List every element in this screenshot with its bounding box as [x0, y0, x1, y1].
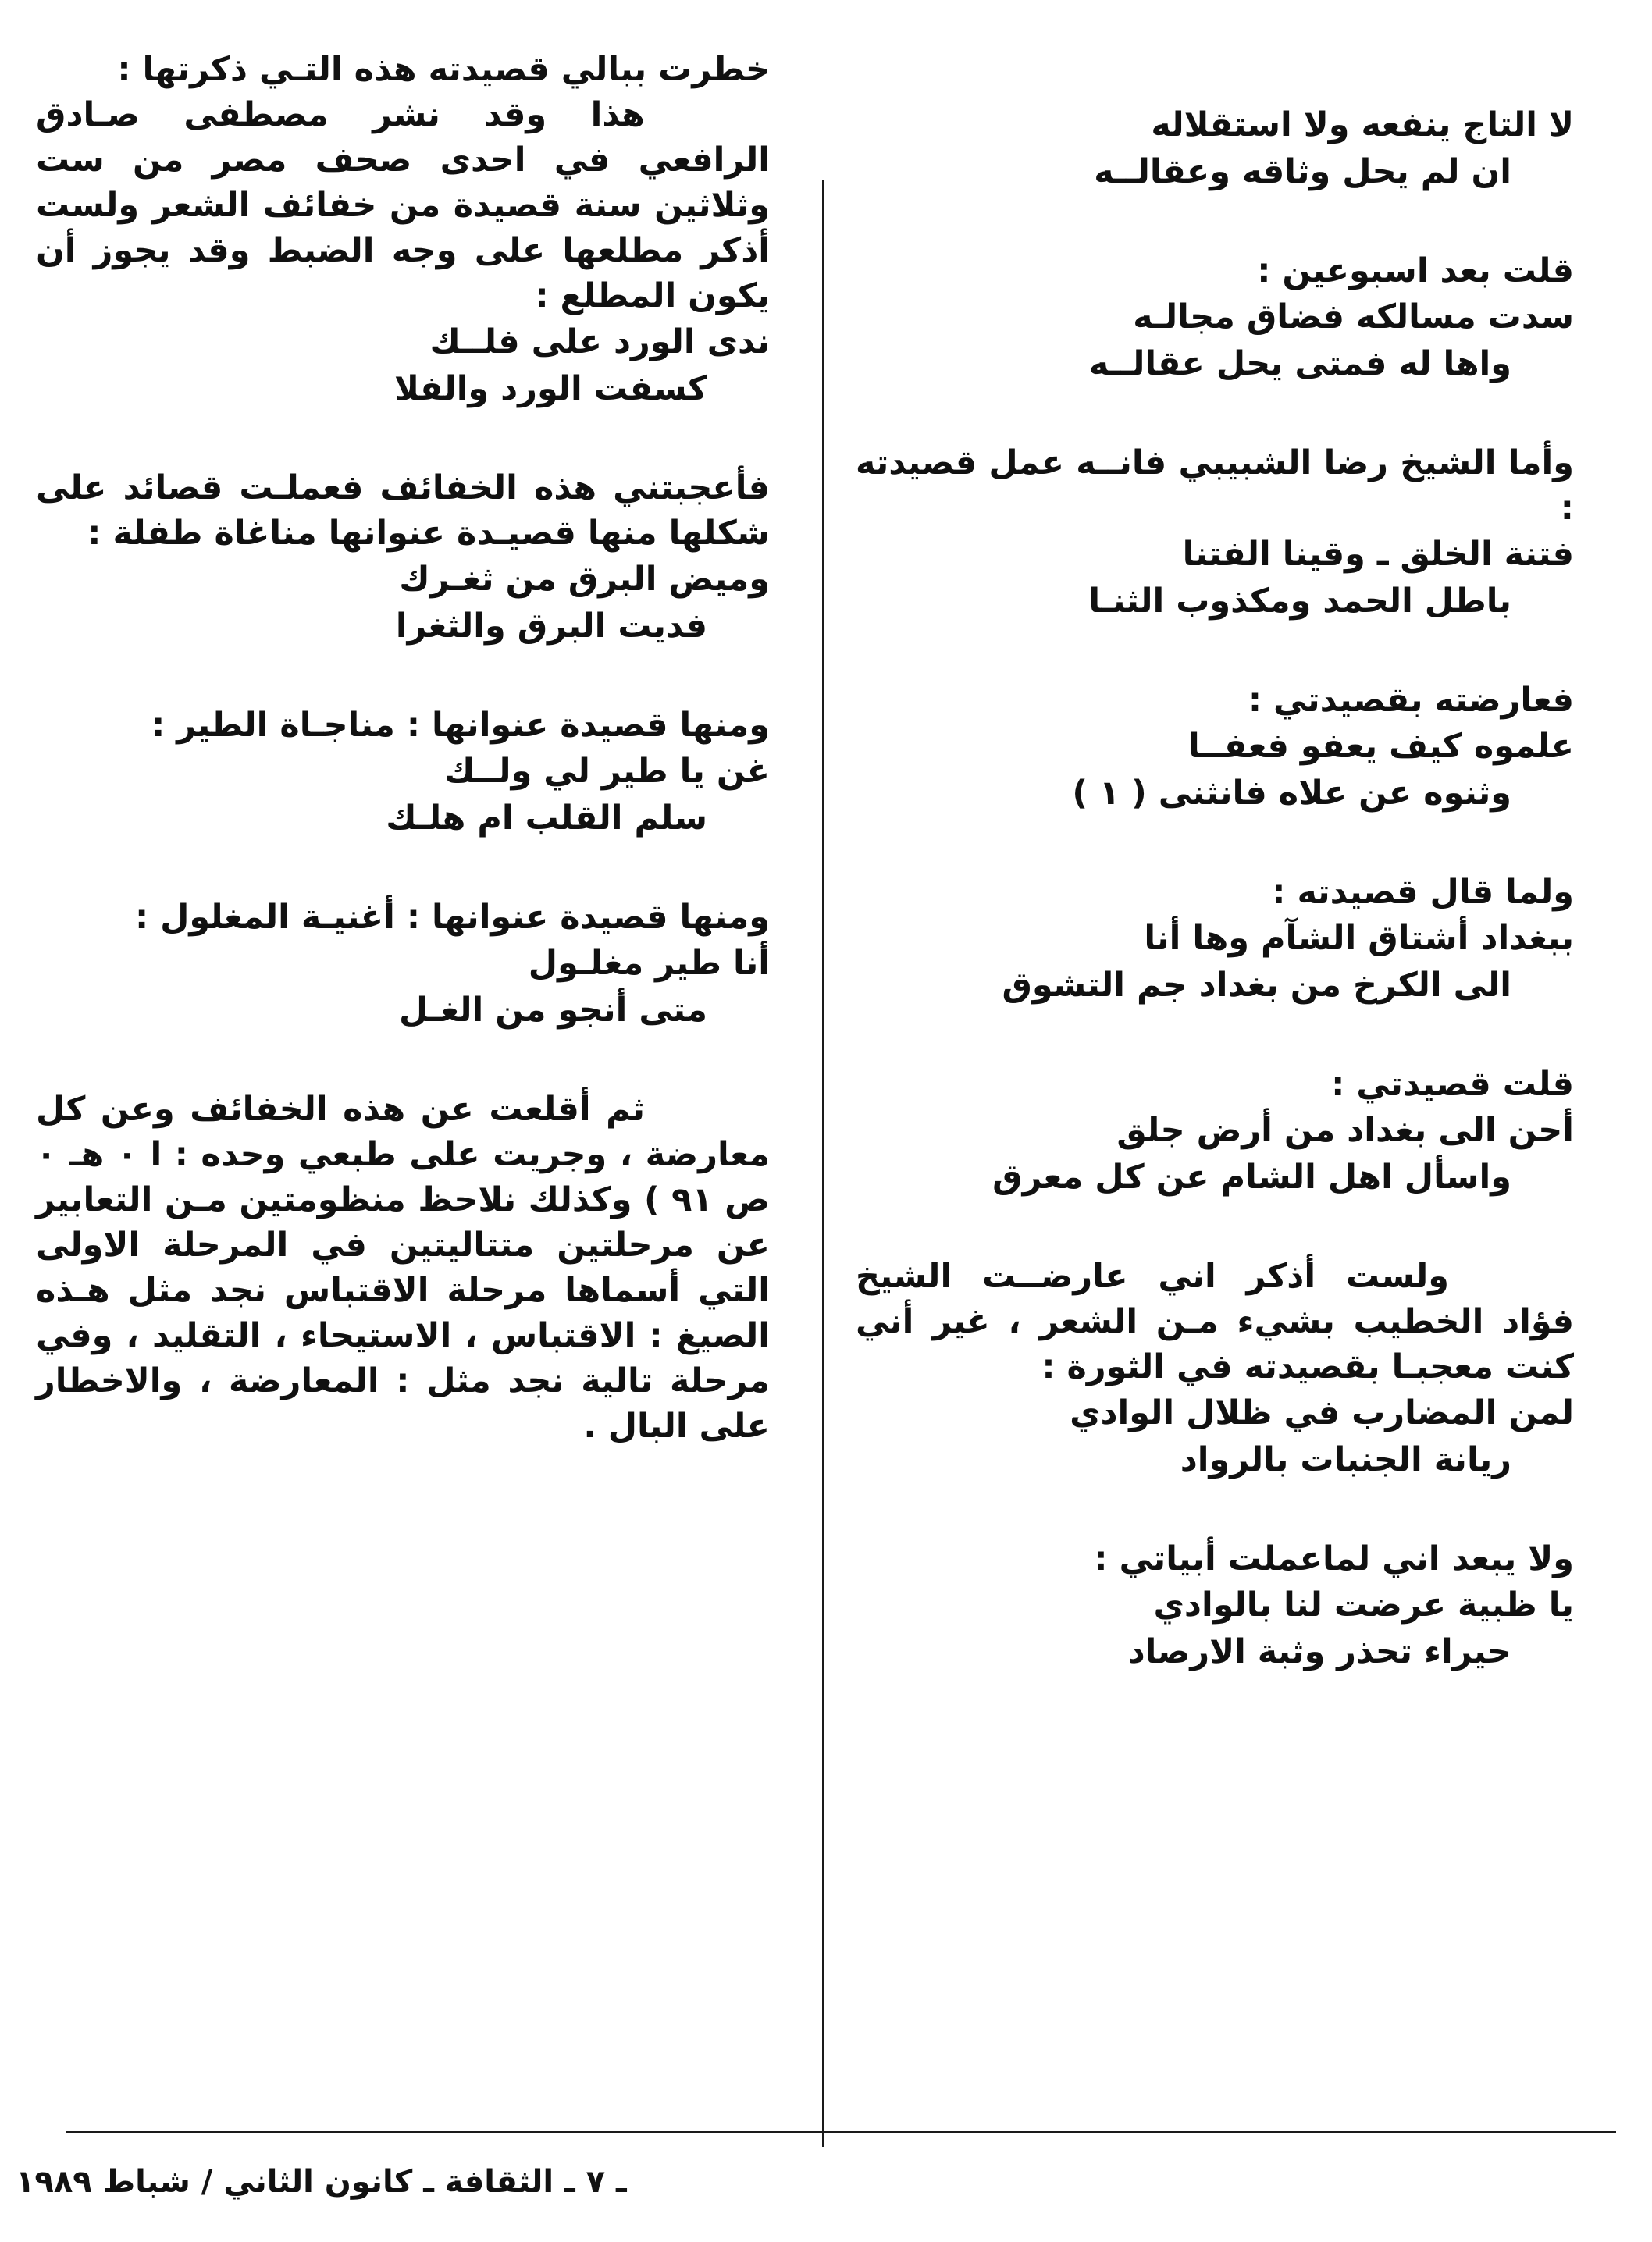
prose-paragraph: خطرت ببالي قصيدته هذه التـي ذكرتها :	[117, 50, 770, 89]
prose-paragraph: قلت بعد اسبوعين :	[1257, 251, 1574, 290]
prose-paragraph: ومنها قصيدة عنوانها : أغنيـة المغلول :	[134, 898, 770, 937]
verse-block	[856, 1107, 1574, 1201]
verse-line: كسفت الورد والفلا	[393, 369, 707, 408]
verse-line: سلم القلب ام هلـك	[386, 799, 707, 838]
verse-line: لمن المضارب في ظلال الوادي	[1070, 1393, 1574, 1432]
verse-line: باطل الحمد ومكذوب الثنـا	[1088, 582, 1511, 621]
verse-line: لا التاج ينفعه ولا استقلاله	[1151, 105, 1574, 144]
verse-line: غن يا طير لي ولــك	[443, 752, 770, 791]
verse-block	[856, 294, 1574, 387]
prose-paragraph: ولا يبعد اني لماعملت أبياتي :	[1094, 1539, 1574, 1578]
footer-rule	[66, 2131, 1616, 2133]
prose-paragraph: ولست أذكر اني عارضــت الشيخ فؤاد الخطيب بشيء مـن الشعر ، غير أني كنت معجبـا بقصيدته في الثورة :	[856, 1257, 1574, 1386]
verse-line: يا ظبية عرضت لنا بالوادي	[1153, 1585, 1574, 1625]
prose-paragraph: ومنها قصيدة عنوانها : مناجـاة الطير :	[151, 706, 770, 745]
verse-block	[856, 915, 1574, 1009]
page-footer: ـ ٧ ـ الثقافة ـ كانون الثاني / شباط ١٩٨٩	[16, 2164, 627, 2200]
verse-line: فديت البرق والثغرا	[395, 607, 707, 646]
verse-block	[856, 1390, 1574, 1483]
verse-block	[36, 748, 770, 842]
verse-line: الى الكرخ من بغداد جم التشوق	[1002, 966, 1511, 1005]
prose-paragraph: فعارضته بقصيدتي :	[1248, 681, 1574, 720]
verse-line: ندى الورد على فلــك	[429, 322, 770, 361]
verse-line: وميض البرق من ثغـرك	[399, 560, 770, 599]
prose-paragraph: ثم أقلعت عن هذه الخفائف وعن كل معارضة ، وجريت على طبعي وحده : ا ٠ هـ ٠ ص ٩١ ) وكذلك نلاحظ منظومتين مـن التعابير عن مرحلتين متتاليتين في المرحلة الاولى التي أسماها مرحلة الاقتباس نجد مثل هـذه الصيغ : الاقتباس ، الاستيحاء ، التقليد ، وفي مرحلة تالية نجد مثل : المعارضة ، والاخطار على البال .	[36, 1090, 771, 1446]
verse-block	[856, 1582, 1574, 1675]
verse-block	[36, 940, 770, 1034]
verse-line: أحن الى بغداد من أرض جلق	[1116, 1111, 1574, 1150]
verse-block	[36, 556, 770, 649]
verse-line: متى أنجو من الغـل	[399, 991, 707, 1030]
right-column	[856, 101, 1574, 1728]
prose-paragraph: هذا وقد نشر مصطفى صـادق الرافعي في احدى صحف مصر من ست وثلاثين سنة قصيدة من خفائف الشعر ولست أذكر مطلعها على وجه الضبط وقد يجوز أن يكون المطلع :	[36, 95, 770, 315]
verse-block	[856, 531, 1574, 625]
prose-paragraph: ولما قال قصيدته :	[1272, 873, 1574, 912]
verse-line: سدت مسالكه فضاق مجالـه	[1133, 297, 1574, 336]
verse-line: وثنوه عن علاه فانثنى ( ١ )	[1072, 774, 1511, 813]
verse-line: ببغداد أشتاق الشآم وها أنا	[1144, 919, 1574, 958]
verse-line: ان لم يحل وثاقه وعقالــه	[1094, 152, 1511, 191]
verse-line: علموه كيف يعفو فعفــا	[1187, 727, 1574, 766]
verse-line: فتنة الخلق ـ وقينا الفتنا	[1182, 535, 1574, 574]
left-column	[36, 47, 770, 1449]
verse-block	[856, 723, 1574, 817]
verse-line: ريانة الجنبات بالرواد	[1180, 1440, 1511, 1479]
verse-block	[856, 101, 1574, 195]
verse-block	[36, 319, 770, 412]
prose-paragraph: قلت قصيدتي :	[1331, 1065, 1574, 1104]
verse-line: واها له فمتى يحل عقالــه	[1088, 344, 1511, 383]
verse-line: واسأل اهل الشام عن كل معرق	[992, 1158, 1511, 1197]
verse-line: أنا طير مغلـول	[528, 944, 770, 983]
prose-paragraph: وأما الشيخ رضا الشبيبي فانــه عمل قصيدته :	[856, 443, 1574, 528]
column-divider	[822, 180, 824, 2147]
verse-line: حيراء تحذر وثبة الارصاد	[1127, 1632, 1511, 1671]
prose-paragraph: فأعجبتني هذه الخفائف فعملـت قصائد على شكلها منها قصيـدة عنوانها مناغاة طفلة :	[36, 468, 770, 553]
